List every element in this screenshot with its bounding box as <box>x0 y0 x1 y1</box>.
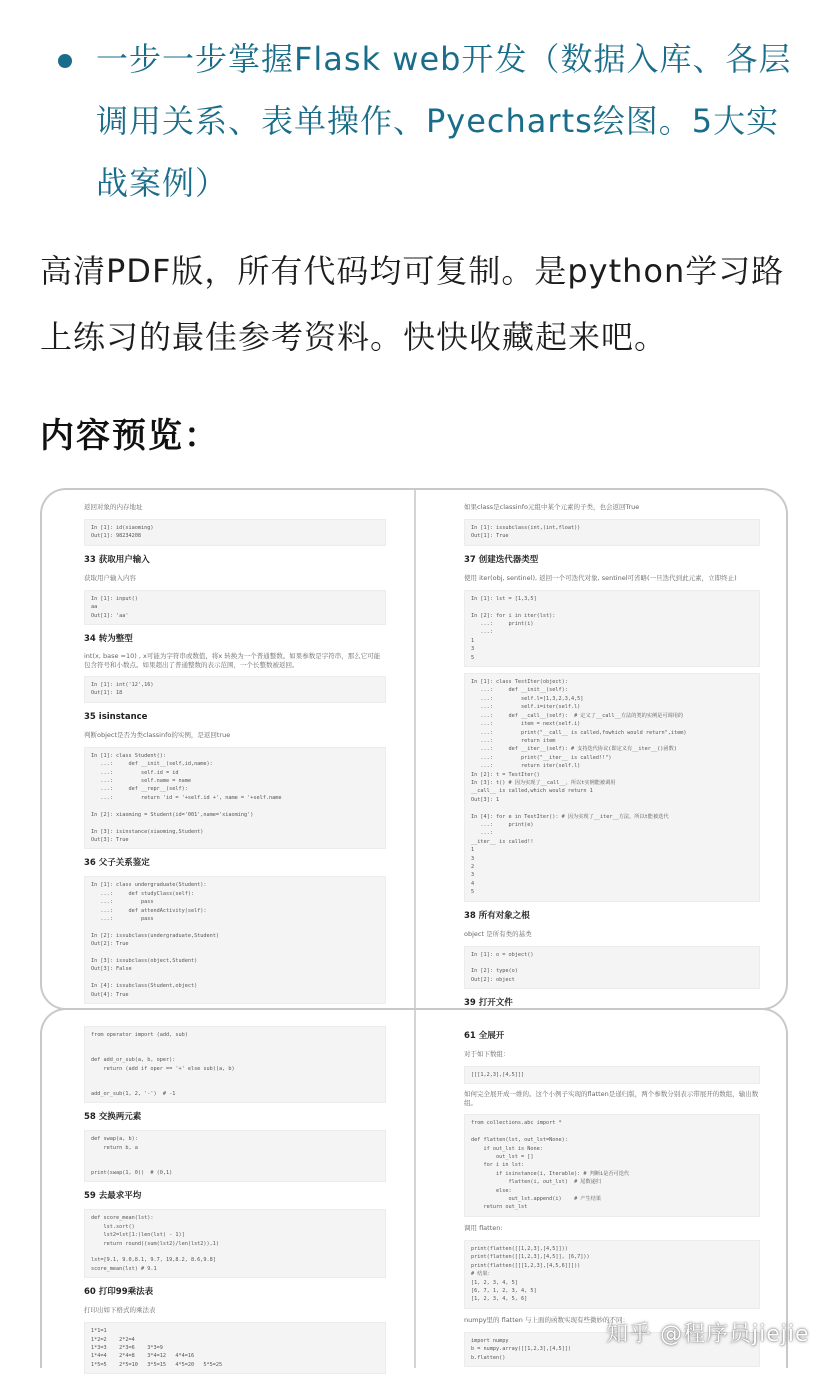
preview-page-left <box>42 490 414 1010</box>
bullet-link-text[interactable]: 一步一步掌握Flask web开发（数据入库、各层调用关系、表单操作、Pyecharts绘图。5大实战案例） <box>96 40 792 202</box>
preview-image-2[interactable] <box>40 1008 788 1368</box>
page-section-title: 60 打印99乘法表 <box>84 1287 154 1298</box>
page-section-title: 34 转为整型 <box>84 634 133 645</box>
code-block: [[[1,2,3],[4,5]]] <box>464 1066 760 1084</box>
page-text: 获取用户输入内容 <box>84 573 136 582</box>
code-block: import numpy b = numpy.array([[1,2,3],[4,5]]) b.flatten() <box>464 1332 760 1367</box>
page-section-title: 33 获取用户输入 <box>84 554 150 565</box>
list-item <box>58 28 798 214</box>
code-block: In [1]: int('12',16) Out[1]: 18 <box>84 676 386 703</box>
page-text: numpy里的 flatten 与上面的函数实现有些微妙的不同： <box>464 1315 629 1324</box>
preview-page-left <box>42 1010 414 1380</box>
page-text: 如何完全展开成一维的。这个小例子实现的flatten是递归版，两个参数分别表示带展开的数组，输出数组。 <box>464 1090 759 1108</box>
code-block: In [1]: o = object() In [2]: type(o) Out[2]: object <box>464 946 760 990</box>
page-text: 打印出如下格式的乘法表 <box>84 1306 156 1315</box>
preview-page-right <box>416 490 788 1016</box>
code-block: print(flatten([[1,2,3],[4,5]])) print(flatten([[1,2,3],[4,5]], [6,7])) print(flatten([[[1,2,3],[4,5,6]]])) # 结果： [1, 2, 3, 4, 5] [6, 7, 1, 2, 3, 4, 5] [1, 2, 3, 4, 5, 6] <box>464 1240 760 1309</box>
page-text: int(x, base =10) , x可能为字符串或数值，将x 转换为一个普通整数。如果参数是字符串，那么它可能包含符号和小数点。如果超出了普通整数的表示范围，一个长整数被返回。 <box>84 652 381 670</box>
section-heading: 内容预览： <box>40 416 220 456</box>
page-section-title: 36 父子关系鉴定 <box>84 858 150 869</box>
preview-image-1[interactable] <box>40 488 788 1010</box>
page-section-title: 37 创建迭代器类型 <box>464 554 539 565</box>
page-text: object 是所有类的基类 <box>464 929 532 938</box>
page-text: 判断object是否为类classinfo的实例，是返回true <box>84 730 231 739</box>
page-section-title: 59 去最求平均 <box>84 1191 142 1202</box>
page-section-title: 35 isinstance <box>84 711 148 722</box>
code-block: 1*1=1 1*2=2 2*2=4 1*3=3 2*3=6 3*3=9 1*4=4 2*4=8 3*4=12 4*4=16 1*5=5 2*5=10 3*5=15 4*5=20 5*5=25 <box>84 1322 386 1374</box>
page-text: 调用 flatten: <box>464 1223 503 1232</box>
page-text: 返回对象的内存地址 <box>84 503 143 511</box>
code-block: In [1]: issubclass(int,(int,float)) Out[1]: True <box>464 519 760 546</box>
code-block: In [1]: class undergraduate(Student): ...: def studyClass(self): ...: pass ...: def attendActivity(self): ...: pass In [2]: issubclass(undergraduate,Student) Out[2]: True In [3]: issubclass(object,Student) Out[3]: False In [4]: issubclass(Student,object) Out[4]: True <box>84 876 386 1004</box>
page-section-title: 61 全展开 <box>464 1031 505 1041</box>
page-section-title: 38 所有对象之根 <box>464 910 530 921</box>
code-block: def swap(a, b): return b, a print(swap(1, 0)) # (0,1) <box>84 1130 386 1182</box>
code-block: def score_mean(lst): lst.sort() lst2=lst[1:(len(lst) - 1)] return round((sum(lst2)/len(lst2)),1) lst=[9.1, 9.0,8.1, 9.7, 19,8.2, 8.6,9.8] score_mean(lst) # 9.1 <box>84 1209 386 1278</box>
code-block: In [1]: lst = [1,3,5] In [2]: for i in iter(lst): ...: print(i) ...: 1 3 5 <box>464 590 760 667</box>
code-block: In [1]: class TestIter(object): ...: def __init__(self): ...: self.l=[1,3,2,3,4,5] ...: self.i=iter(self.l) ...: def __call__(self): # 定义了__call__方法的类的实例是可调用的 ...: item = next(self.i) ...: print("__call__ is called,fowhich would return",item) ...: return item ...: def __iter__(self): # 支持迭代协议(即定义有__iter__()函数) ...: print("__iter__ is called!!") ...: return iter(self.l) In [2]: t = TestIter() In [3]: t() # 因为实现了__call__，所以t实例能被调用 __call__ is called,which would return 1 Out[3]: 1 In [4]: for e in TestIter(): # 因为实现了__iter__方法，所以t能被迭代 ...: print(e) ...: __iter__ is called!! 1 3 2 3 4 5 <box>464 673 760 902</box>
page-text: 如果class是classinfo元组中某个元素的子类，也会返回True <box>464 503 640 511</box>
page-text: 对于如下数组： <box>464 1050 510 1058</box>
page-section-title: 39 打开文件 <box>464 998 513 1009</box>
code-block: In [1]: input() aa Out[1]: 'aa' <box>84 590 386 625</box>
code-block: from operator import (add, sub) def add_or_sub(a, b, oper): return (add if oper == '+' else sub)(a, b) add_or_sub(1, 2, '-') # -1 <box>84 1026 386 1103</box>
code-block: In [1]: id(xiaoming) Out[1]: 98234208 <box>84 519 386 546</box>
page-section-title: 58 交换两元素 <box>84 1112 142 1123</box>
code-block: from collections.abc import * def flatten(lst, out_lst=None): if out_lst is None: out_lst = [] for i in lst: if isinstance(i, Iterable): # 判断i是否可迭代 flatten(i, out_lst) # 尾数递归 else: out_lst.append(i) # 产生结果 return out_lst <box>464 1114 760 1216</box>
description-paragraph: 高清PDF版，所有代码均可复制。是python学习路上练习的最佳参考资料。快快收藏起来吧。 <box>40 252 785 356</box>
page-text: 使用 iter(obj, sentinel), 返回一个可迭代对象, sentinel可省略(一旦迭代到此元素，立即终止) <box>464 573 737 582</box>
bullet-icon <box>58 54 72 68</box>
zhihu-watermark: 知乎 @程序员jiejie <box>606 1322 810 1347</box>
code-block: In [1]: class Student(): ...: def __init__(self,id,name): ...: self.id = id ...: self.name = name ...: def __repr__(self): ...: return 'id = '+self.id +', name = '+self.name In [2]: xiaoming = Student(id='001',name='xiaoming') In [3]: isinstance(xiaoming,Student) Out[3]: True <box>84 747 386 849</box>
